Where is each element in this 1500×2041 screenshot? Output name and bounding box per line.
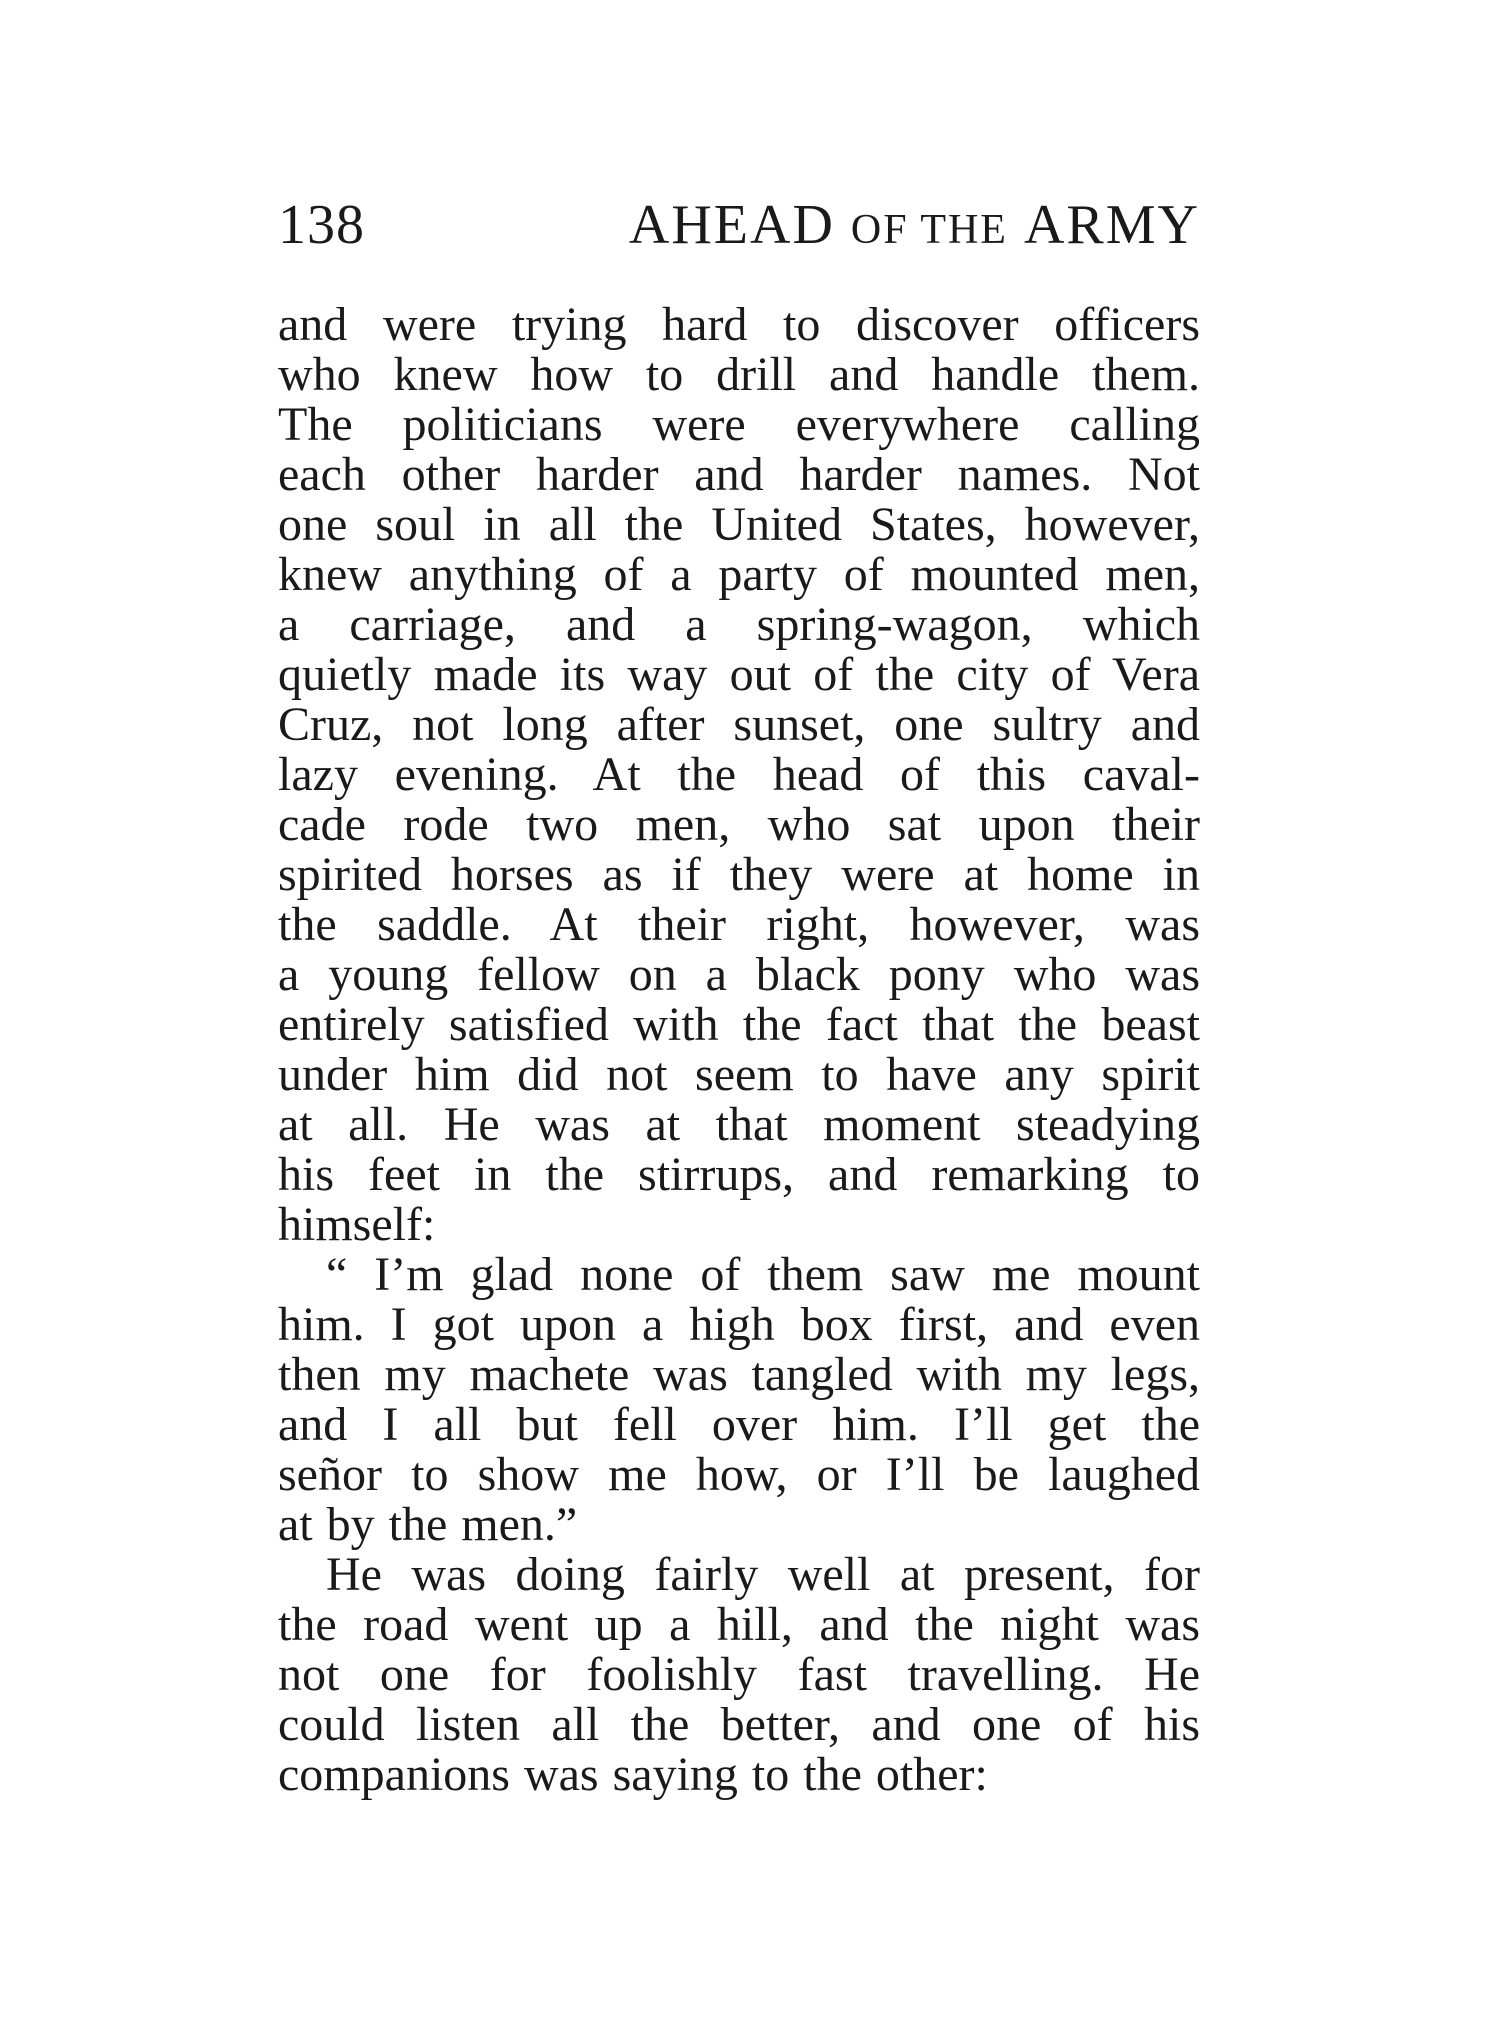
text-line: The politicians were everywhere calling (278, 398, 1200, 451)
text-line: companions was saying to the other: (278, 1748, 988, 1801)
running-head-word: ARMY (1023, 194, 1200, 256)
text-line: a young fellow on a black pony who was (278, 948, 1200, 1001)
text-line: and I all but fell over him. I’ll get the (278, 1398, 1200, 1451)
text-line: at by the men.” (278, 1498, 578, 1551)
text-line: spirited horses as if they were at home in (278, 848, 1200, 901)
text-line: “ I’m glad none of them saw me mount (326, 1248, 1200, 1301)
text-line: him. I got upon a high box first, and even (278, 1298, 1200, 1351)
text-line: He was doing fairly well at present, for (326, 1548, 1200, 1601)
running-head (629, 190, 1200, 265)
running-head-small-caps: OF THE (850, 207, 1008, 253)
body-text (278, 300, 1200, 1800)
page-header (278, 190, 1200, 260)
text-line: could listen all the better, and one of his (278, 1698, 1200, 1751)
text-line: a carriage, and a spring-wagon, which (278, 598, 1200, 651)
text-line: each other harder and harder names. Not (278, 448, 1200, 501)
text-line: entirely satisfied with the fact that the beast (278, 998, 1200, 1051)
running-head-word: AHEAD (628, 194, 835, 256)
text-line: under him did not seem to have any spirit (278, 1048, 1200, 1101)
text-line: the road went up a hill, and the night was (278, 1598, 1200, 1651)
text-line: knew anything of a party of mounted men, (278, 548, 1200, 601)
text-line: his feet in the stirrups, and remarking to (278, 1148, 1200, 1201)
text-line: the saddle. At their right, however, was (278, 898, 1200, 951)
text-line: who knew how to drill and handle them. (278, 348, 1200, 401)
text-line: lazy evening. At the head of this caval- (278, 748, 1200, 801)
text-line: and were trying hard to discover officers (278, 298, 1200, 351)
text-line: then my machete was tangled with my legs, (278, 1348, 1200, 1401)
text-line: quietly made its way out of the city of Vera (278, 648, 1200, 701)
text-line: señor to show me how, or I’ll be laughed (278, 1448, 1200, 1501)
page-number: 138 (278, 194, 365, 256)
text-line: one soul in all the United States, however, (278, 498, 1200, 551)
text-line: himself: (278, 1198, 436, 1251)
text-line: Cruz, not long after sunset, one sultry and (278, 698, 1200, 751)
text-line: not one for foolishly fast travelling. He (278, 1648, 1200, 1701)
text-line: at all. He was at that moment steadying (278, 1098, 1200, 1151)
text-line: cade rode two men, who sat upon their (278, 798, 1200, 851)
